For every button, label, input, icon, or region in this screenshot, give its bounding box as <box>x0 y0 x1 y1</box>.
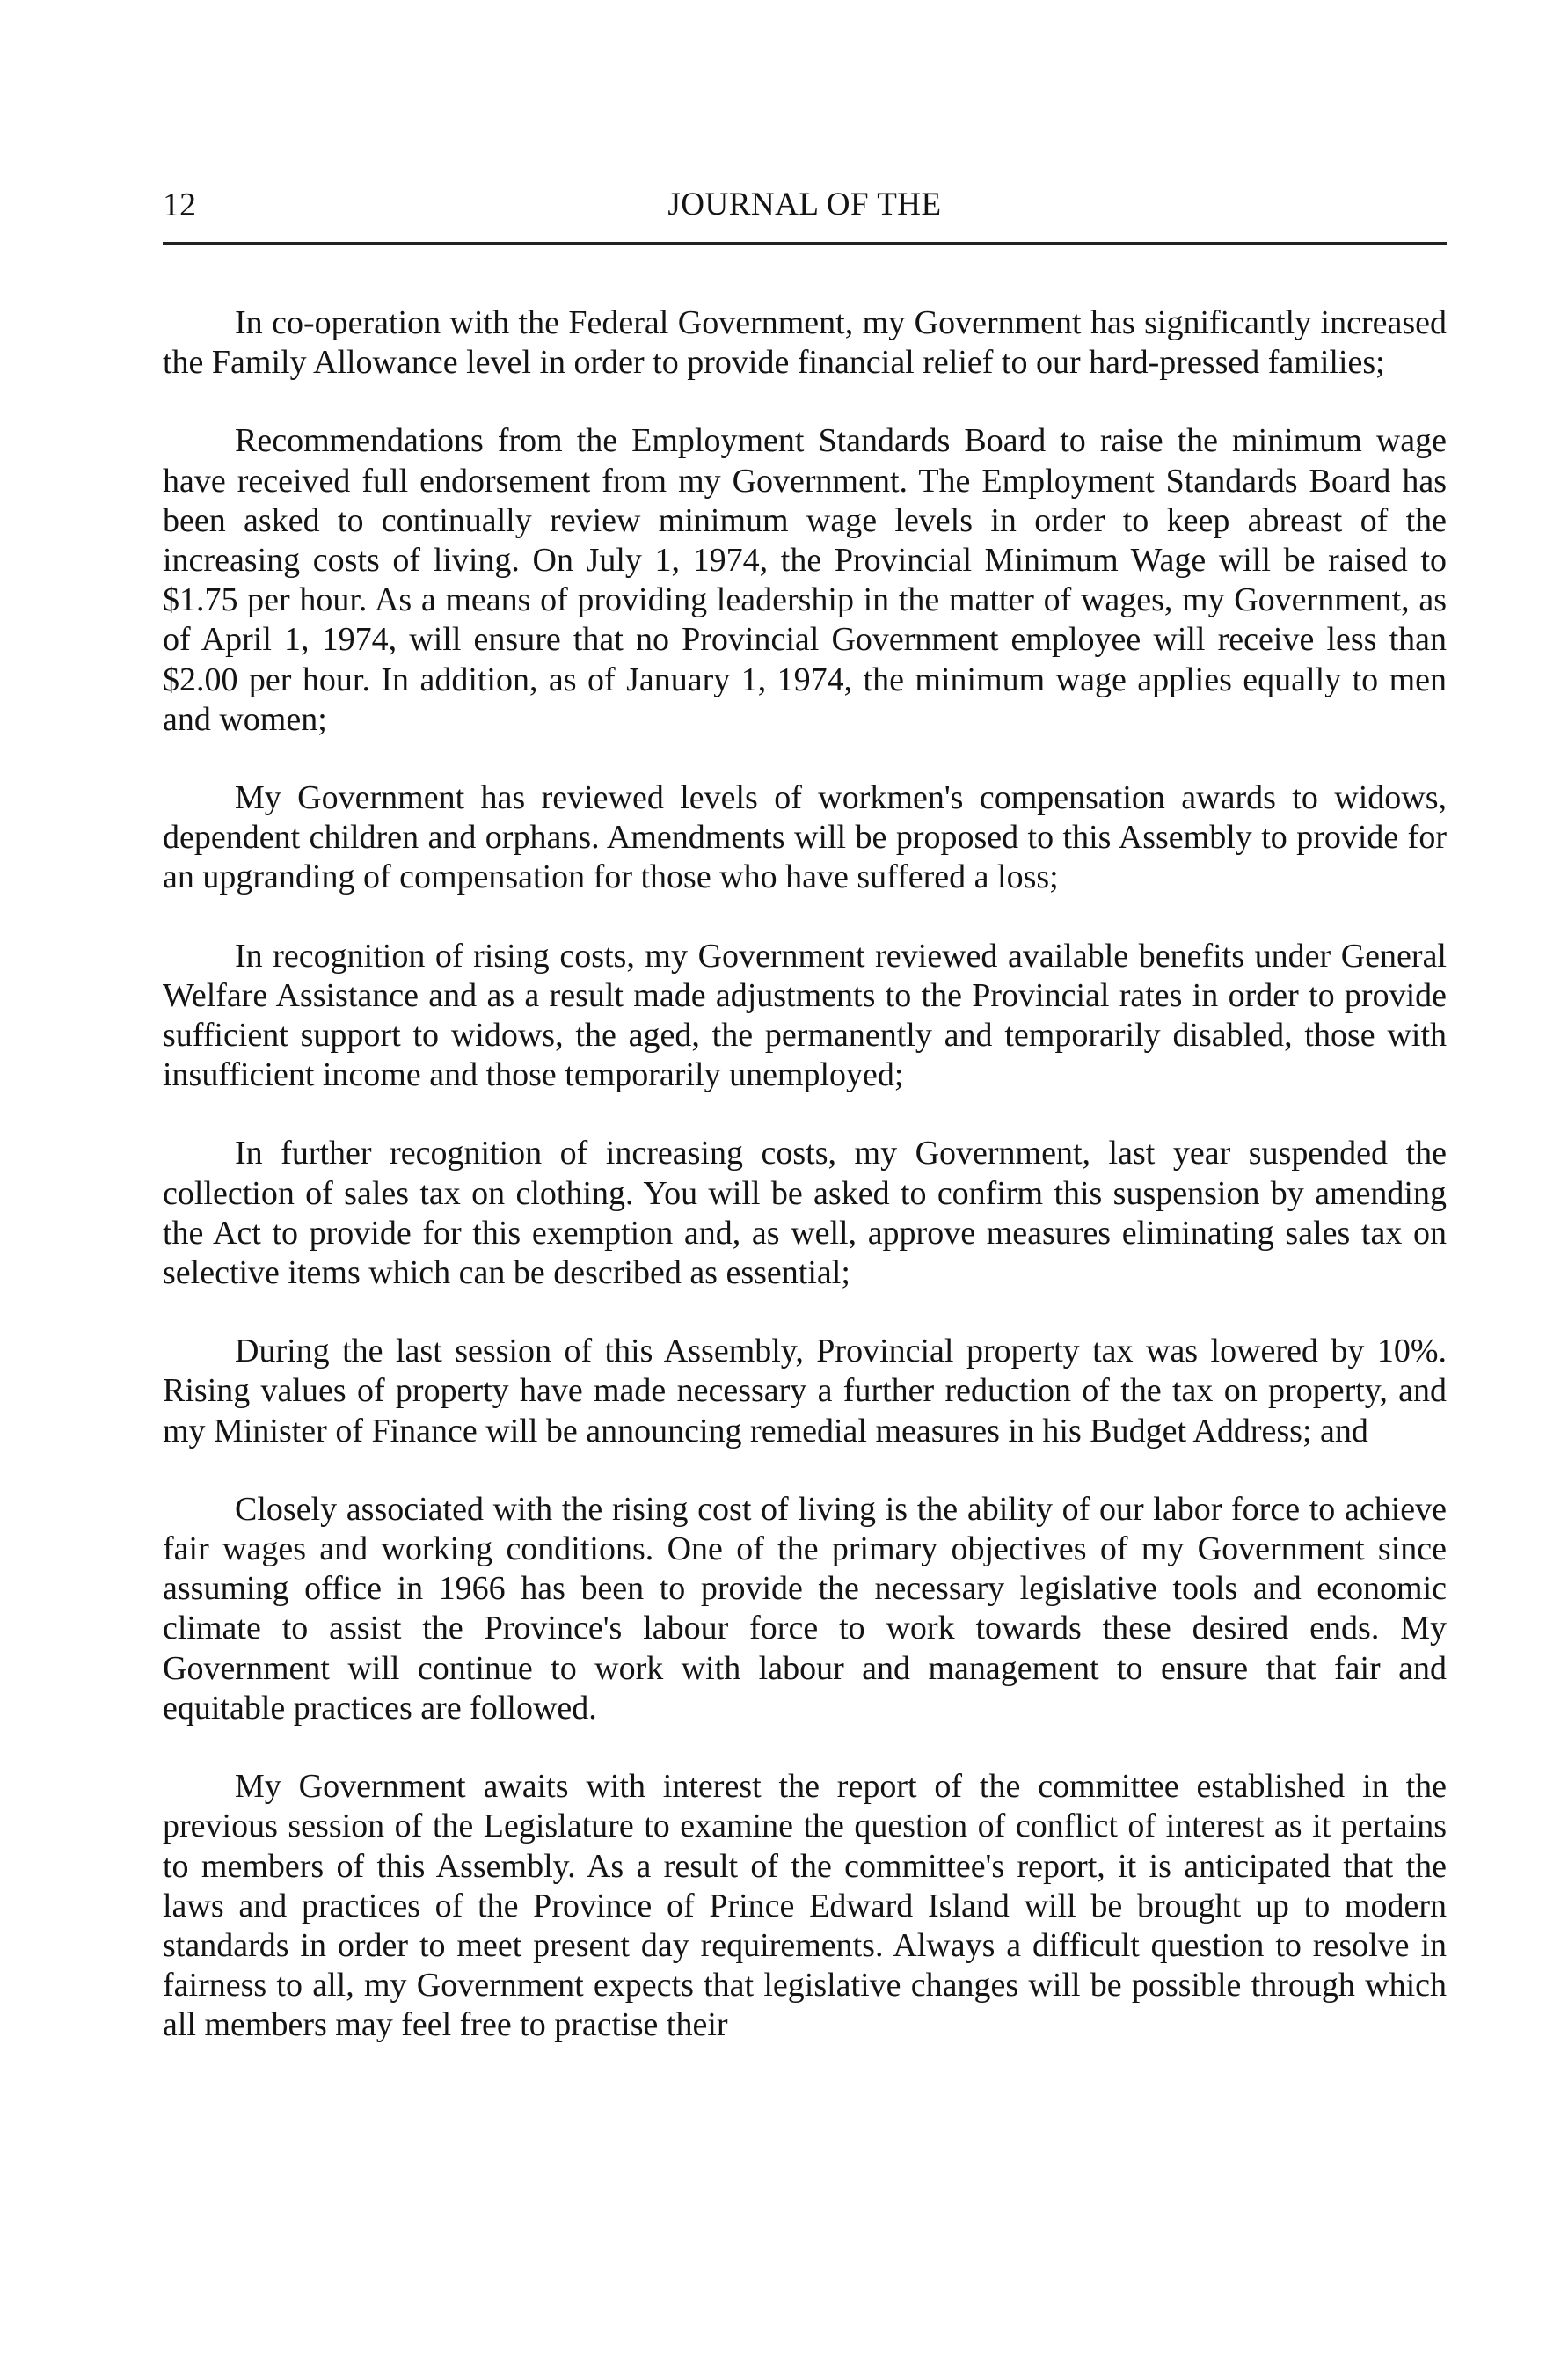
paragraph-labour-force: Closely associated with the rising cost of living is the ability of our labor force to achieve fair wages and working conditions. One of the primary objectives of my Government since assuming office in 1966 has been to provide the necessary legislative tools and economic climate to assist the Province's labour force to work towards these desired ends. My Government will continue to work with labour and management to ensure that fair and equitable practices are followed. <box>163 1490 1447 1727</box>
header-rule <box>163 242 1447 245</box>
paragraph-minimum-wage: Recommendations from the Employment Standards Board to raise the minimum wage have received full endorsement from my Government. The Employment Standards Board has been asked to continually review minimum wage levels in order to keep abreast of the increasing costs of living. On July 1, 1974, the Provincial Minimum Wage will be raised to $1.75 per hour. As a means of providing leadership in the matter of wages, my Government, as of April 1, 1974, will ensure that no Provincial Government employee will receive less than $2.00 per hour. In addition, as of January 1, 1974, the minimum wage applies equally to men and women; <box>163 422 1447 738</box>
page-number: 12 <box>163 186 196 223</box>
running-head: JOURNAL OF THE <box>667 186 942 223</box>
page-header <box>163 180 1447 233</box>
paragraph-welfare-assistance: In recognition of rising costs, my Government reviewed available benefits under General Welfare Assistance and as a result made adjustments to the Provincial rates in order to provide sufficient support to widows, the aged, the permanently and temporarily disabled, those with insufficient income and those temporarily unemployed; <box>163 937 1447 1094</box>
paragraph-workmens-compensation: My Government has reviewed levels of workmen's compensation awards to widows, dependent children and orphans. Amendments will be proposed to this Assembly to provide for an upgranding of compensation for those who have suffered a loss; <box>163 779 1447 896</box>
paragraph-sales-tax: In further recognition of increasing costs, my Government, last year suspended the collection of sales tax on clothing. You will be asked to confirm this suspension by amending the Act to provide for this exemption and, as well, approve measures eliminating sales tax on selective items which can be described as essential; <box>163 1135 1447 1292</box>
body-text <box>163 303 1447 2085</box>
paragraph-family-allowance: In co-operation with the Federal Government, my Government has significantly increased the Family Allowance level in order to provide financial relief to our hard-pressed families; <box>163 304 1447 382</box>
paragraph-conflict-of-interest: My Government awaits with interest the report of the committee established in the previous session of the Legislature to examine the question of conflict of interest as it pertains to members of this Assembly. As a result of the committee's report, it is anticipated that the laws and practices of the Province of Prince Edward Island will be brought up to modern standards in order to meet present day requirements. Always a difficult question to resolve in fairness to all, my Government expects that legislative changes will be possible through which all members may feel free to practise their <box>163 1768 1447 2044</box>
paragraph-property-tax: During the last session of this Assembly, Provincial property tax was lowered by 10%. Rising values of property have made necessary a further reduction of the tax on property, and my Minister of Finance will be announcing remedial measures in his Budget Address; and <box>163 1333 1447 1450</box>
